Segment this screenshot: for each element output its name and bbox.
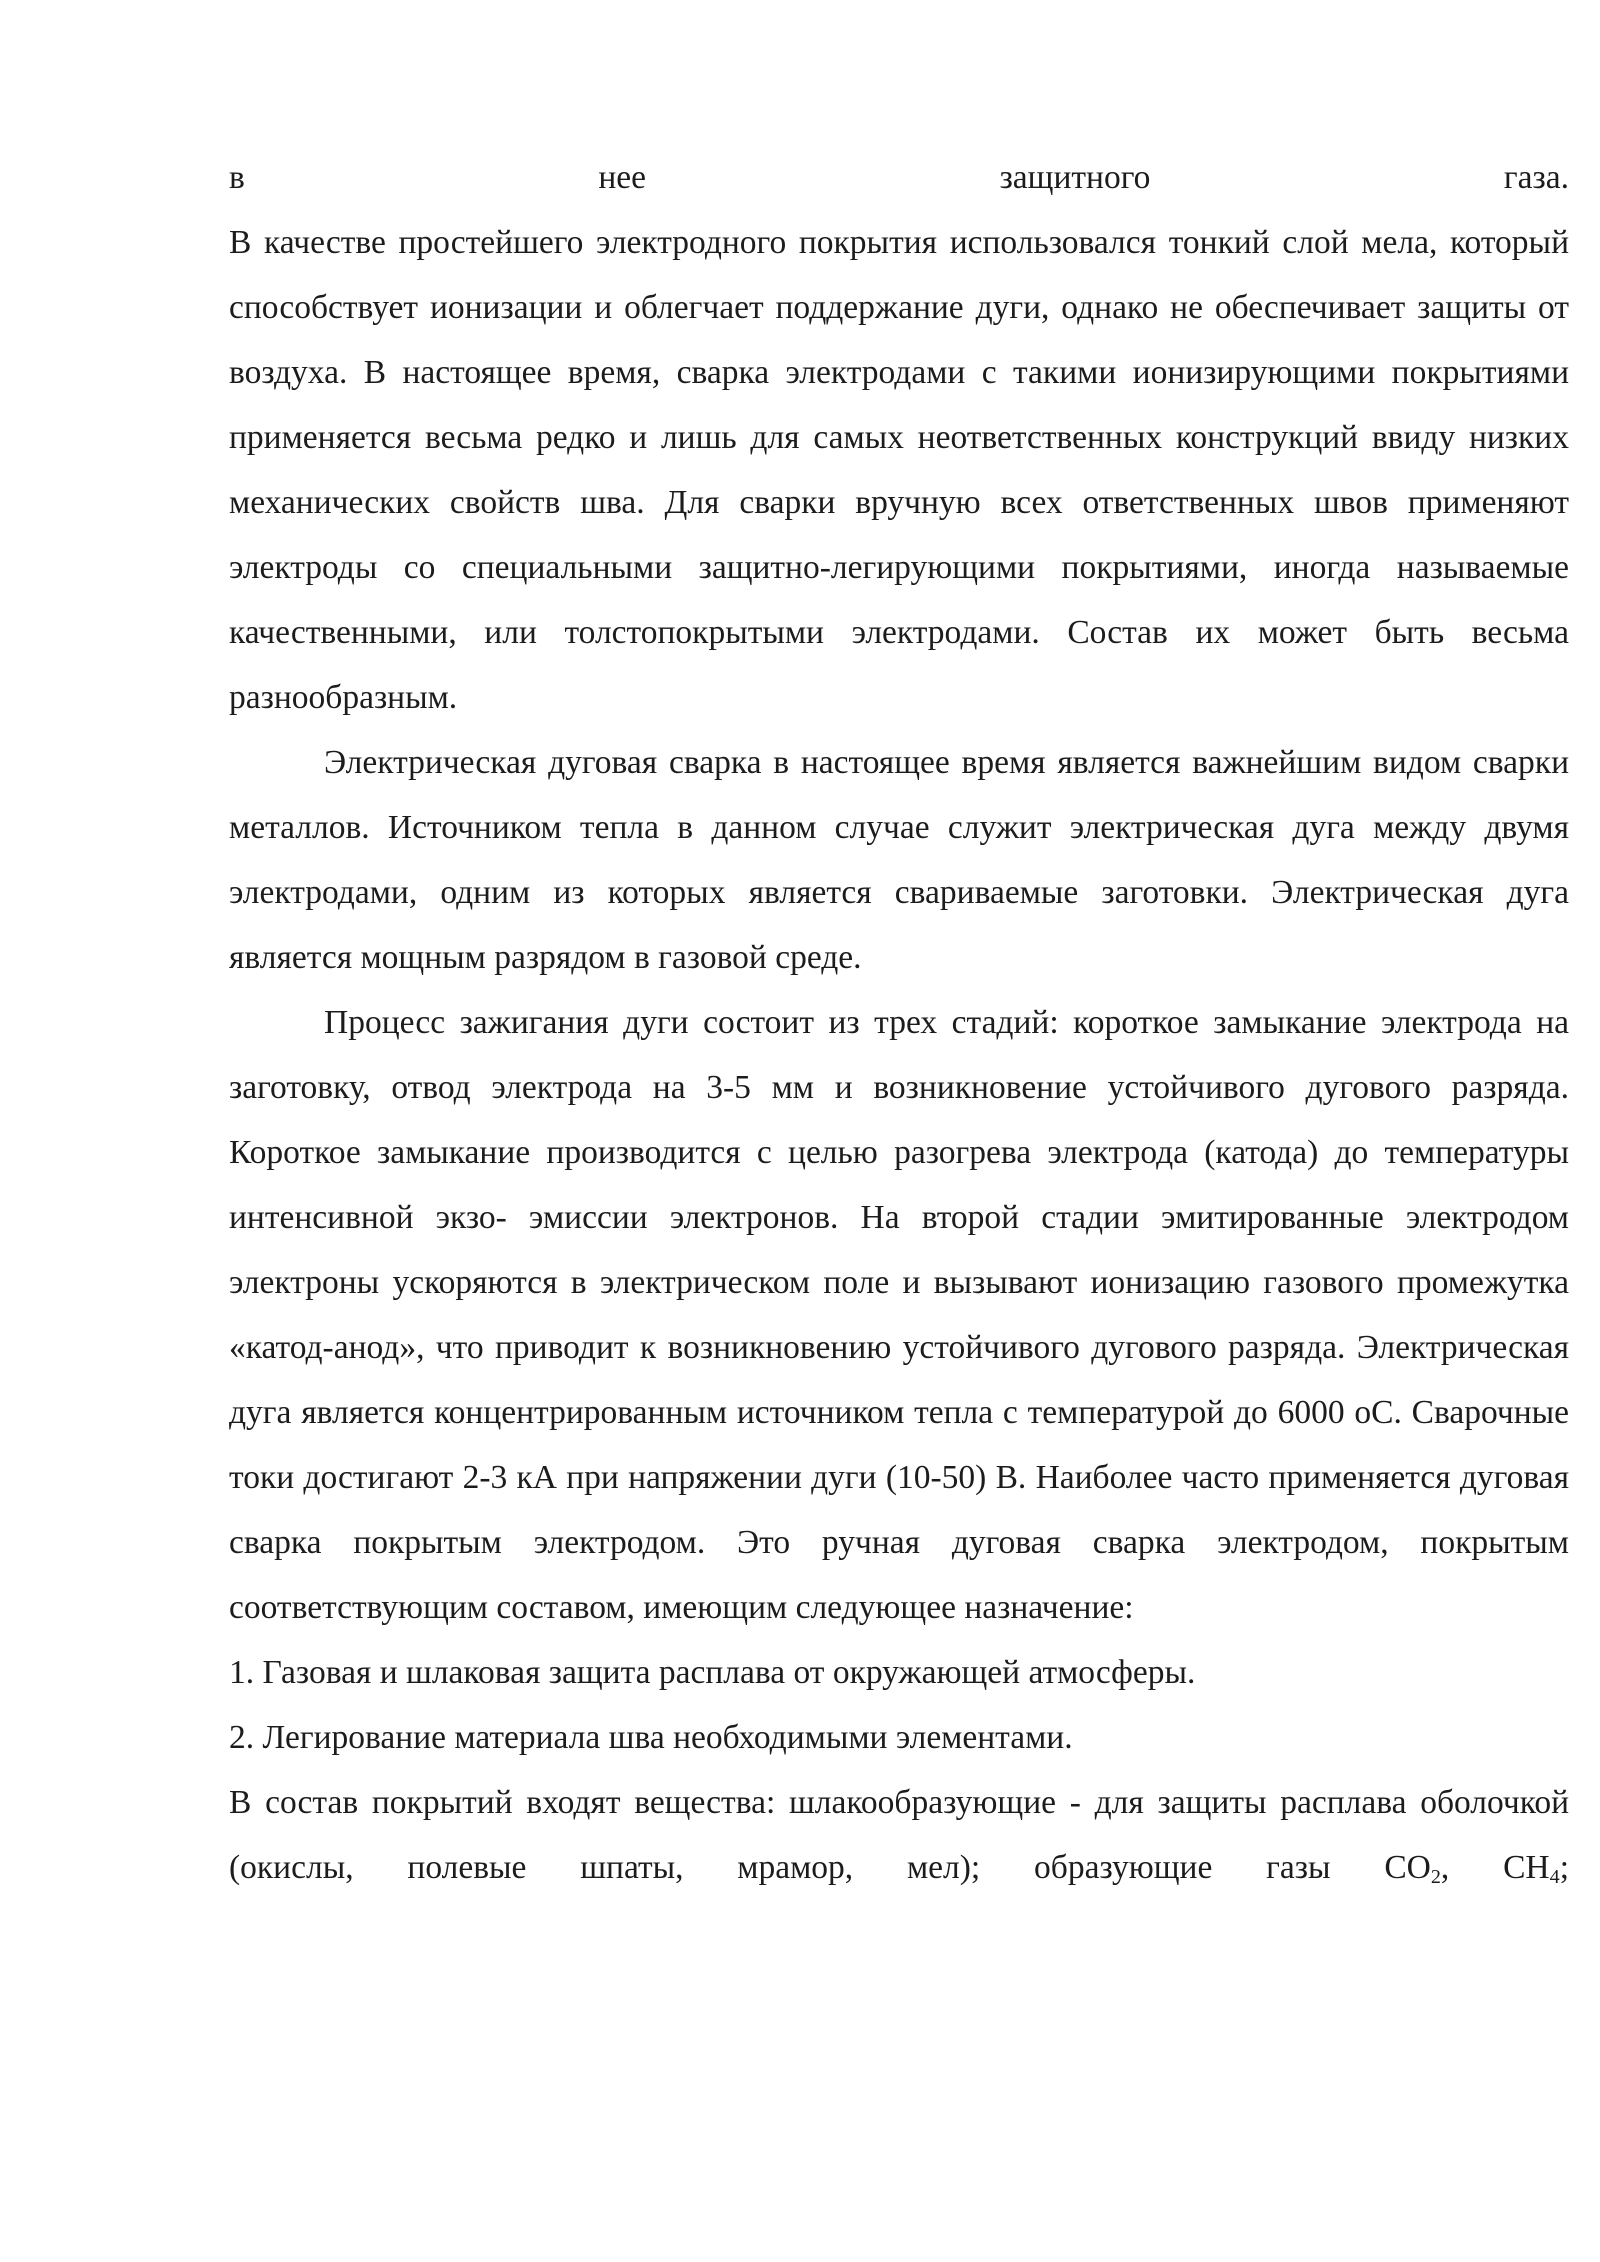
ch4-subscript: 4 xyxy=(1549,1866,1560,1889)
coating-composition-separator: , СН xyxy=(1440,1849,1550,1886)
paragraph-arc-ignition-process: Процесс зажигания дуги состоит из трех стадий: короткое замыкание электрода на заготовку, отвод электрода на 3-5 мм и возникновение устойчивого дугового разряда. Короткое замыкание производится с целью разогрева электрода (катода) до температуры интенсивной экзо- эмиссии электронов. На второй стадии эмитированные электродом электроны ускоряются в электрическом поле и вызывают ионизацию газового промежутка «катод-анод», что приводит к возникновению устойчивого дугового разряда. Электрическая дуга является концентрированным источником тепла с температурой до 6000 оС. Сварочные токи достигают 2-3 кА при напряжении дуги (10-50) В. Наиболее часто применяется дуговая сварка покрытым электродом. Это ручная дуговая сварка электродом, покрытым соответствующим составом, имеющим следующее назначение: xyxy=(229,1004,1569,1626)
list-item-gas-slag-protection: 1. Газовая и шлаковая защита расплава от окружающей атмосферы. xyxy=(229,1654,1196,1691)
document-body xyxy=(229,145,1569,1900)
paragraph-electrode-coating: В качестве простейшего электродного покрытия использовался тонкий слой мела, который способствует ионизации и облегчает поддержание дуги, однако не обеспечивает защиты от воздуха. В настоящее время, сварка электродами с такими ионизирующими покрытиями применяется весьма редко и лишь для самых неответственных конструкций ввиду низких механических свойств шва. Для сварки вручную всех ответственных швов применяют электроды со специальными защитно-легирующими покрытиями, иногда называемые качественными, или толстопокрытыми электродами. Состав их может быть весьма разнообразным. xyxy=(229,224,1569,716)
paragraph-coating-composition xyxy=(229,1770,1569,1900)
co2-subscript: 2 xyxy=(1430,1866,1441,1889)
paragraph-continuation: в нее защитного газа. xyxy=(229,159,1569,196)
coating-composition-end: ; xyxy=(1559,1849,1569,1886)
paragraph-arc-welding-intro: Электрическая дуговая сварка в настоящее время является важнейшим видом сварки металлов. Источником тепла в данном случае служит электрическая дуга между двумя электродами, одним из которых является свариваемые заготовки. Электрическая дуга является мощным разрядом в газовой среде. xyxy=(229,744,1569,976)
coating-composition-text: В состав покрытий входят вещества: шлакообразующие - для защиты расплава оболочкой (окислы, полевые шпаты, мрамор, мел); образующие газы СО xyxy=(229,1784,1569,1886)
list-item-alloying: 2. Легирование материала шва необходимыми элементами. xyxy=(229,1719,1073,1756)
